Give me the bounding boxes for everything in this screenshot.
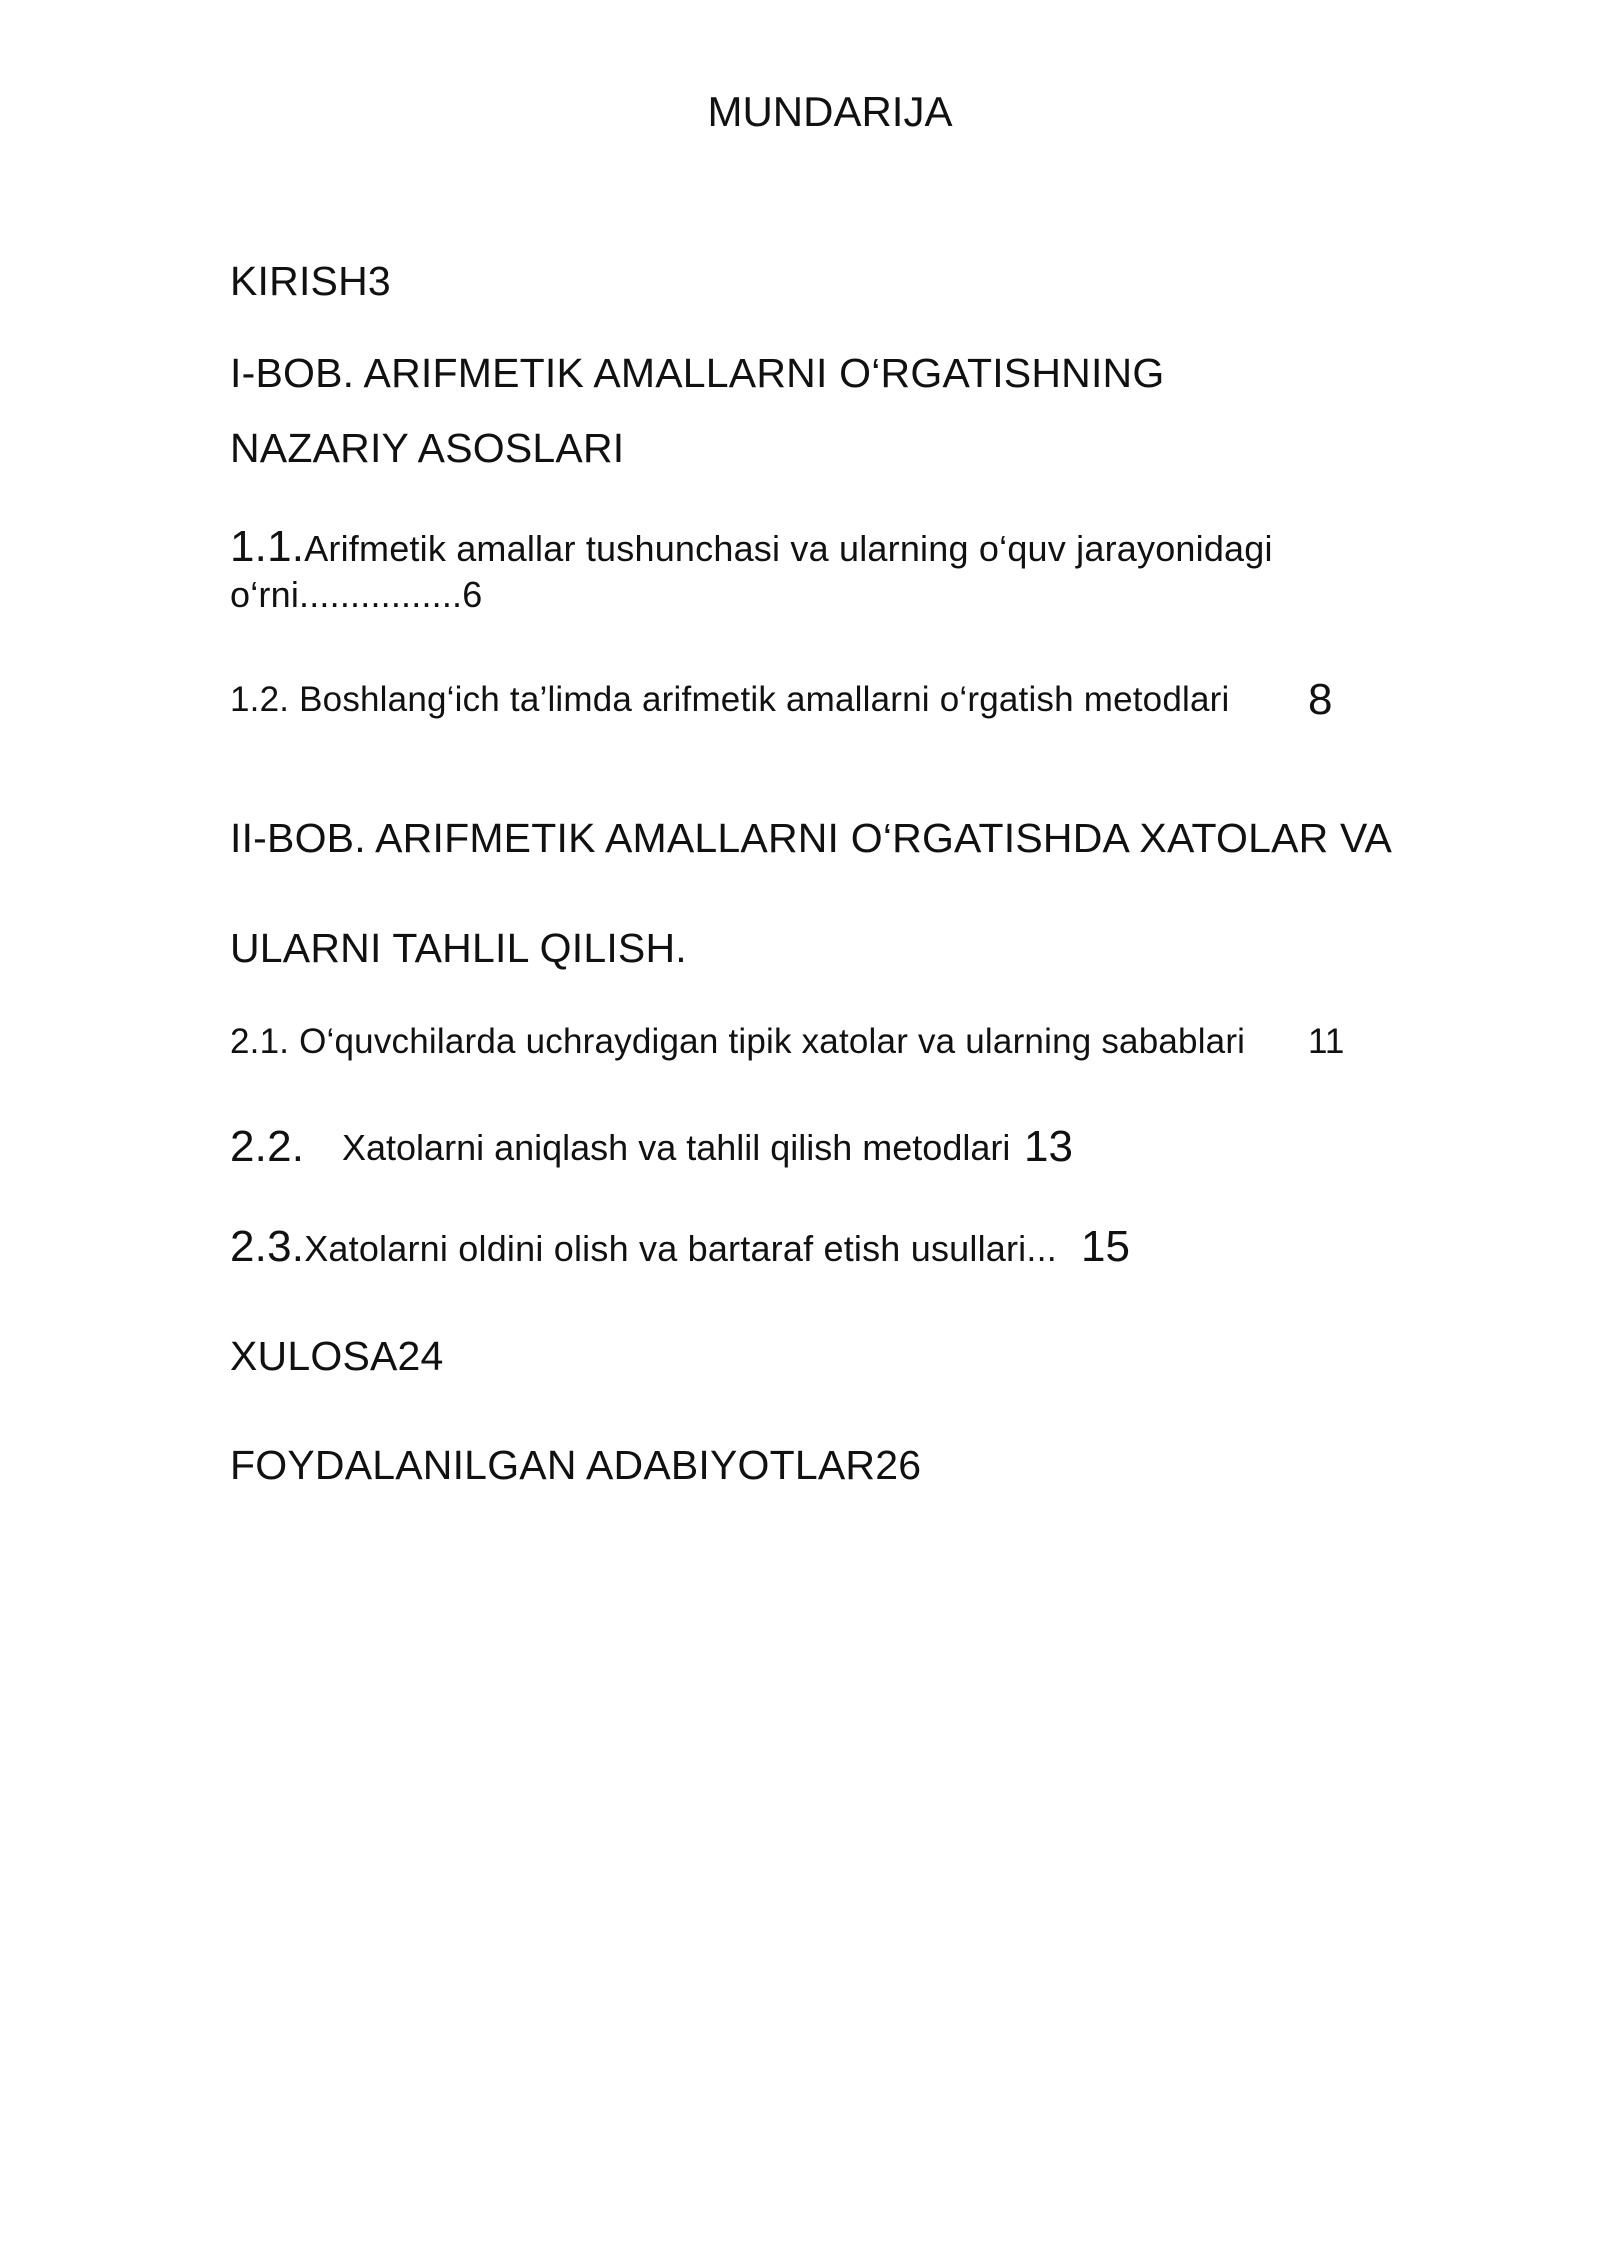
toc-entry-1-2-page: 8 — [1308, 675, 1333, 724]
toc-entry-1-1-text: Arifmetik amallar tushunchasi va ularning o‘quv jarayonidagi — [304, 528, 1273, 569]
toc-entry-2-3-number: 2.3. — [230, 1222, 305, 1271]
toc-entry-xulosa: XULOSA24 — [230, 1333, 444, 1379]
toc-entry-2-1: 2.1. O‘quvchilarda uchraydigan tipik xatolar va ularning sabablari — [230, 1022, 1246, 1061]
toc-entry-2-2-page: 13 — [1024, 1122, 1073, 1171]
toc-entry-kirish: KIRISH3 — [230, 258, 391, 304]
toc-chapter-1-line-1: I-BOB. ARIFMETIK AMALLARNI O‘RGATISHNING — [230, 350, 1165, 396]
toc-entry-2-3 — [230, 1222, 1057, 1272]
toc-entry-2-3-text: Xatolarni oldini olish va bartaraf etish usullari... — [304, 1228, 1057, 1269]
toc-entry-adabiyotlar: FOYDALANILGAN ADABIYOTLAR26 — [230, 1442, 922, 1488]
toc-chapter-2-line-2: ULARNI TAHLIL QILISH. — [230, 925, 687, 971]
toc-entry-1-1 — [230, 522, 1273, 572]
page-title: MUNDARIJA — [707, 88, 953, 135]
toc-entry-1-1-continuation: o‘rni................6 — [230, 574, 483, 615]
toc-entry-1-2: 1.2. Boshlang‘ich ta’limda arifmetik amallarni o‘rgatish metodlari — [230, 680, 1230, 719]
toc-entry-2-1-page: 11 — [1308, 1022, 1345, 1061]
toc-chapter-1-line-2: NAZARIY ASOSLARI — [230, 425, 625, 471]
toc-entry-2-2-text: Xatolarni aniqlash va tahlil qilish metodlari — [342, 1127, 1011, 1168]
toc-entry-1-1-number: 1.1. — [230, 522, 305, 571]
toc-entry-2-3-page: 15 — [1081, 1222, 1130, 1271]
toc-entry-2-2 — [230, 1122, 304, 1172]
toc-chapter-2-line-1: II-BOB. ARIFMETIK AMALLARNI O‘RGATISHDA XATOLAR VA — [230, 815, 1393, 861]
toc-entry-2-2-number: 2.2. — [230, 1122, 305, 1171]
